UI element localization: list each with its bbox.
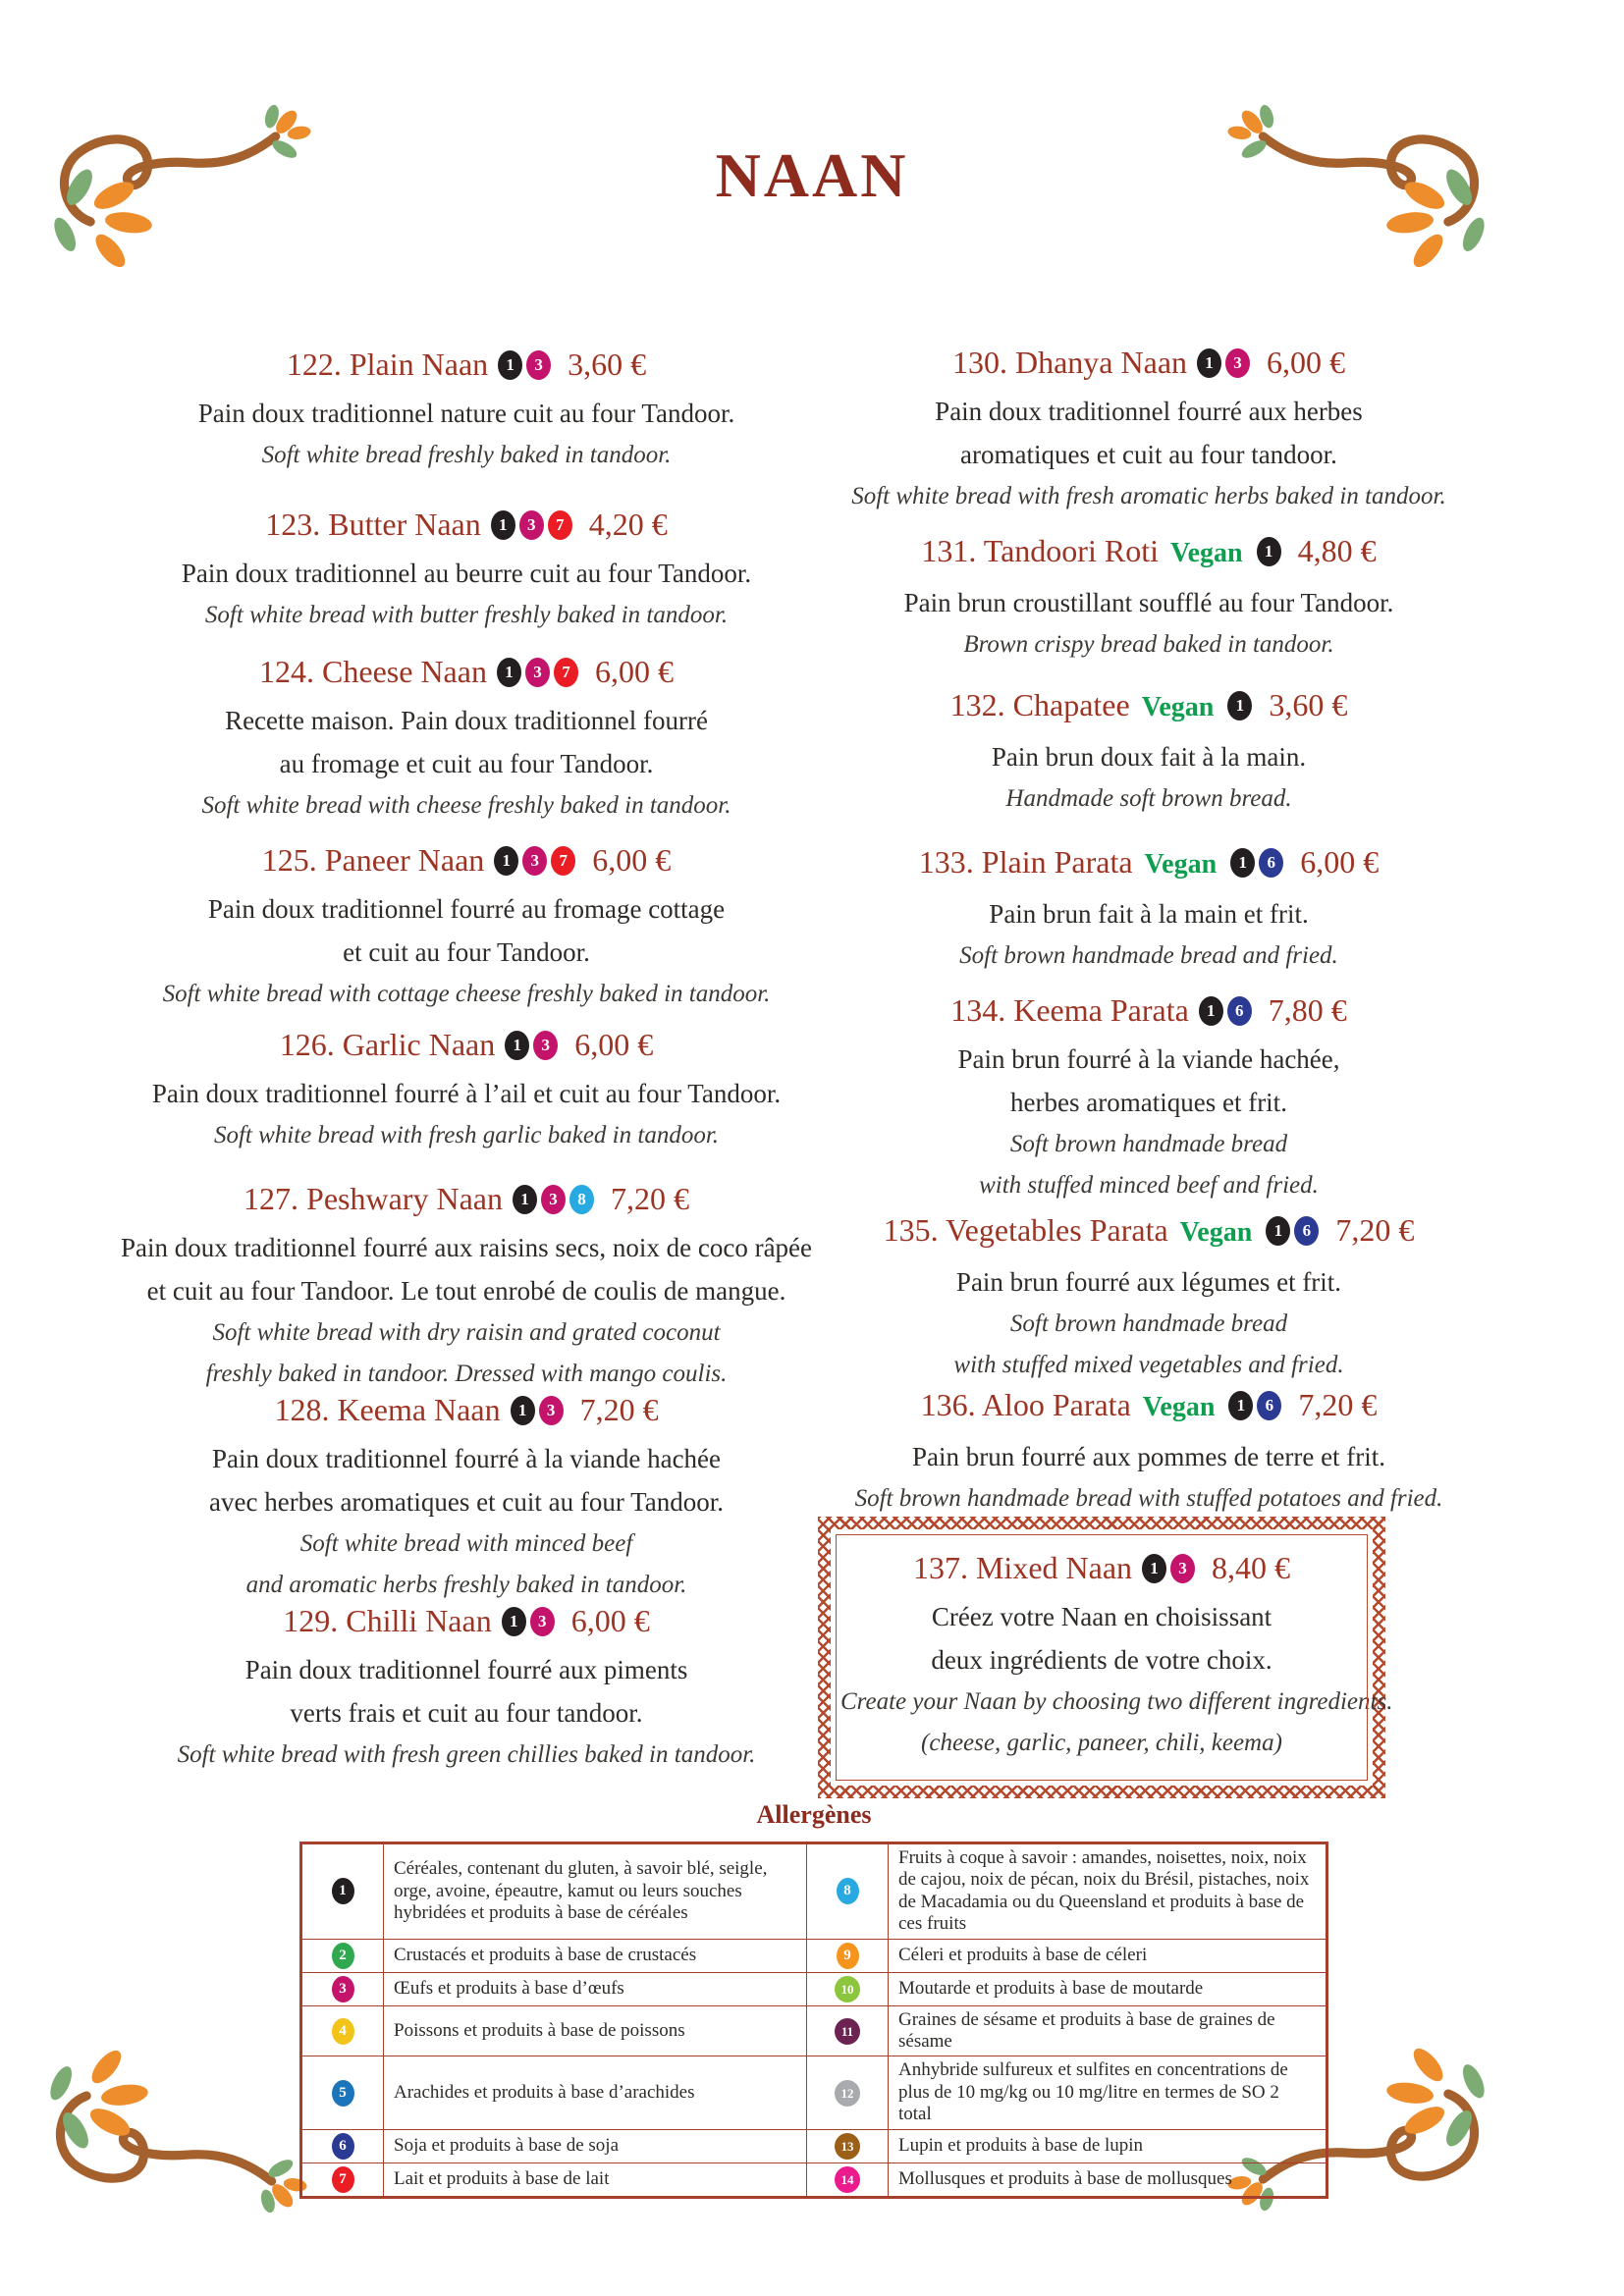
allergen-badge: 1 [1266, 1216, 1290, 1246]
menu-item [835, 1384, 1463, 1520]
item-name: Tandoori Roti [983, 533, 1159, 568]
item-desc-fr: Pain brun fourré à la viande hachée, [957, 1044, 1340, 1074]
item-name: Vegetables Parata [946, 1212, 1168, 1248]
allergen-badge: 7 [332, 2166, 354, 2193]
allergen-badge-cell [807, 1843, 889, 1940]
menu-item-title [835, 684, 1463, 728]
vegan-label: Vegan [1179, 1217, 1253, 1248]
item-name: Keema Parata [1013, 992, 1189, 1028]
item-number: 123. [265, 507, 321, 542]
menu-item-title [69, 344, 864, 385]
item-price: 6,00 € [570, 1603, 650, 1638]
allergen-badge: 3 [522, 846, 547, 876]
item-name: Chapatee [1012, 687, 1130, 722]
allergen-badge-cell [807, 2005, 889, 2056]
item-desc-fr: Pain doux traditionnel fourré aux piments [244, 1655, 688, 1684]
item-name: Garlic Naan [342, 1027, 496, 1062]
allergen-badge: 1 [1197, 348, 1221, 378]
allergen-badge: 1 [494, 846, 518, 876]
item-price: 6,00 € [1267, 345, 1346, 380]
allergen-badge: 1 [498, 350, 522, 380]
allergen-badge: 8 [837, 1878, 859, 1904]
item-desc-fr: Pain doux traditionnel fourré au fromage cottage [207, 894, 726, 924]
item-name: Plain Naan [349, 347, 489, 382]
item-desc-fr: Pain doux traditionnel au beurre cuit au four Tandoor. [181, 559, 752, 588]
allergen-text-cell: Fruits à coque à savoir : amandes, noisettes, noix, noix de cajou, noix de pécan, noix du Brésil, pistaches, noix de Macadamia ou du Queensland et produits à base de ces fruits [889, 1843, 1327, 1940]
allergen-badge: 1 [332, 1878, 354, 1904]
allergen-row [301, 2005, 1327, 2056]
item-price: 6,00 € [592, 842, 672, 878]
item-desc-en: Soft white bread with butter freshly baked in tandoor. [204, 602, 729, 628]
allergen-badge: 6 [1259, 848, 1283, 878]
item-desc-en: Soft brown handmade bread with stuffed potatoes and fried. [854, 1485, 1443, 1512]
item-desc-fr: Créez votre Naan en choisissant [931, 1602, 1272, 1631]
menu-item-title [69, 504, 864, 545]
corner-flourish-bottom-left [39, 2048, 339, 2243]
allergen-badge-cell [807, 2129, 889, 2163]
item-desc-en: with stuffed minced beef and fried. [979, 1172, 1319, 1199]
item-desc-en: Soft white bread with fresh green chillies baked in tandoor. [177, 1741, 756, 1768]
item-desc-en: Soft brown handmade bread [1009, 1310, 1288, 1337]
allergen-text-cell: Moutarde et produits à base de moutarde [889, 1972, 1327, 2005]
item-price: 4,20 € [588, 507, 668, 542]
menu-item [835, 989, 1463, 1206]
menu-item-title [835, 342, 1463, 383]
item-desc-en: (cheese, garlic, paneer, chili, keema) [921, 1730, 1282, 1756]
allergen-text-cell: Œufs et produits à base d’œufs [384, 1972, 807, 2005]
vegan-label: Vegan [1142, 1392, 1216, 1422]
allergen-badge-cell [807, 1939, 889, 1972]
menu-item-title [835, 530, 1463, 574]
item-desc-fr: avec herbes aromatiques et cuit au four Tandoor. [209, 1487, 724, 1517]
allergen-badge: 3 [332, 1976, 354, 2002]
menu-item-title [835, 1384, 1463, 1428]
menu-item [69, 504, 864, 636]
menu-item-title [835, 989, 1463, 1031]
menu-item [69, 1024, 864, 1156]
item-desc-fr: et cuit au four Tandoor. Le tout enrobé de coulis de mangue. [146, 1276, 786, 1306]
allergen-badge-cell [807, 2056, 889, 2129]
mixed-naan-box [818, 1517, 1393, 1798]
menu-item-title [840, 1547, 1363, 1588]
allergen-badge-cell [301, 2163, 384, 2197]
item-number: 124. [259, 654, 315, 689]
menu-item [835, 1209, 1463, 1386]
item-name: Mixed Naan [975, 1550, 1133, 1585]
allergen-badge: 1 [511, 1396, 535, 1425]
allergen-badge-cell [301, 1843, 384, 1940]
item-desc-en: Soft white bread freshly baked in tandoor. [261, 442, 672, 468]
item-desc-en: Brown crispy bread baked in tandoor. [963, 631, 1334, 658]
allergen-badge: 8 [569, 1185, 594, 1214]
item-price: 7,20 € [1335, 1212, 1415, 1248]
allergen-text-cell: Graines de sésame et produits à base de graines de sésame [889, 2005, 1327, 2056]
allergen-text-cell: Crustacés et produits à base de crustacés [384, 1939, 807, 1972]
allergen-badge: 1 [1228, 1391, 1253, 1420]
menu-item [835, 342, 1463, 517]
allergen-row [301, 1939, 1327, 1972]
allergen-badge-cell [301, 2005, 384, 2056]
item-desc-en: Create your Naan by choosing two different ingredients. [840, 1688, 1393, 1715]
item-price: 4,80 € [1297, 533, 1377, 568]
allergen-text-cell: Céleri et produits à base de céleri [889, 1939, 1327, 1972]
item-name: Butter Naan [328, 507, 481, 542]
allergen-badge: 3 [526, 350, 551, 380]
item-number: 137. [912, 1550, 968, 1585]
allergen-row [301, 2129, 1327, 2163]
allergen-badge: 14 [835, 2166, 860, 2193]
item-price: 8,40 € [1212, 1550, 1291, 1585]
allergen-text-cell: Céréales, contenant du gluten, à savoir blé, seigle, orge, avoine, épeautre, kamut ou leurs souches hybridées et produits à base de céréales [384, 1843, 807, 1940]
allergen-badge-cell [301, 2129, 384, 2163]
allergens-title: Allergènes [756, 1800, 872, 1829]
menu-item [69, 651, 864, 827]
allergen-text-cell: Anhybride sulfureux et sulfites en concentrations de plus de 10 mg/kg ou 10 mg/litre en termes de SO 2 total [889, 2056, 1327, 2129]
item-desc-fr: Pain brun fait à la main et frit. [989, 899, 1309, 929]
page-title: NAAN [715, 140, 909, 210]
allergen-badge: 6 [1294, 1216, 1319, 1246]
allergen-badge: 7 [551, 846, 575, 876]
item-name: Keema Naan [337, 1392, 501, 1427]
allergen-text-cell: Lait et produits à base de lait [384, 2163, 807, 2197]
allergen-badge: 1 [513, 1185, 537, 1214]
item-desc-en: Soft brown handmade bread and fried. [959, 942, 1338, 969]
allergen-badge: 1 [505, 1031, 529, 1060]
item-desc-fr: deux ingrédients de votre choix. [931, 1645, 1272, 1675]
item-number: 130. [951, 345, 1007, 380]
item-desc-fr: Pain brun doux fait à la main. [991, 742, 1307, 772]
allergen-badge: 7 [554, 658, 578, 687]
item-desc-fr: au fromage et cuit au four Tandoor. [279, 749, 654, 778]
allergen-row [301, 2163, 1327, 2197]
item-desc-fr: verts frais et cuit au four tandoor. [290, 1698, 643, 1728]
allergen-text-cell: Mollusques et produits à base de mollusques [889, 2163, 1327, 2197]
menu-item-title [69, 1178, 864, 1219]
vegan-label: Vegan [1144, 849, 1218, 880]
allergen-badge: 6 [332, 2133, 354, 2160]
item-desc-en: Soft white bread with fresh garlic baked in tandoor. [213, 1122, 720, 1148]
item-name: Aloo Parata [981, 1387, 1131, 1422]
allergen-badge: 1 [1227, 691, 1252, 721]
item-desc-fr: Pain doux traditionnel fourré à la viande hachée [211, 1444, 722, 1473]
allergen-badge: 3 [533, 1031, 558, 1060]
allergen-badge: 3 [1225, 348, 1250, 378]
allergen-badge: 3 [525, 658, 550, 687]
item-name: Plain Parata [981, 844, 1133, 880]
item-number: 126. [279, 1027, 335, 1062]
item-number: 136. [920, 1387, 976, 1422]
allergen-badge: 1 [491, 510, 515, 540]
item-price: 6,00 € [1300, 844, 1380, 880]
allergen-badge: 10 [835, 1976, 860, 2002]
item-name: Chilli Naan [346, 1603, 492, 1638]
item-price: 7,20 € [579, 1392, 659, 1427]
allergen-badge-cell [301, 1939, 384, 1972]
item-desc-en: Handmade soft brown bread. [1005, 785, 1292, 812]
item-desc-fr: Pain doux traditionnel fourré aux raisins secs, noix de coco râpée [120, 1233, 813, 1262]
allergen-badge: 4 [332, 2018, 354, 2045]
item-number: 134. [950, 992, 1006, 1028]
menu-item [835, 530, 1463, 666]
allergen-badge: 3 [541, 1185, 566, 1214]
menu-item-title [69, 1389, 864, 1430]
allergen-badge: 9 [837, 1943, 859, 1969]
item-desc-en: freshly baked in tandoor. Dressed with mango coulis. [205, 1361, 728, 1387]
allergen-badge-cell [807, 2163, 889, 2197]
allergen-badge: 11 [835, 2018, 860, 2045]
allergen-badge: 6 [1227, 996, 1252, 1026]
menu-item [835, 684, 1463, 820]
item-desc-en: and aromatic herbs freshly baked in tandoor. [245, 1572, 687, 1598]
allergen-badge: 3 [530, 1607, 555, 1636]
allergen-badge-cell [807, 1972, 889, 2005]
item-name: Paneer Naan [324, 842, 485, 878]
allergen-text-cell: Arachides et produits à base d’arachides [384, 2056, 807, 2129]
item-desc-fr: Pain brun fourré aux pommes de terre et frit. [911, 1442, 1386, 1471]
menu-item [69, 1389, 864, 1606]
item-desc-fr: herbes aromatiques et frit. [1010, 1088, 1287, 1117]
menu-item-title [835, 1209, 1463, 1254]
item-desc-fr: Pain brun fourré aux légumes et frit. [955, 1267, 1342, 1297]
item-desc-en: Soft white bread with cottage cheese freshly baked in tandoor. [162, 981, 771, 1007]
allergen-badge-cell [301, 2056, 384, 2129]
allergen-text-cell: Poissons et produits à base de poissons [384, 2005, 807, 2056]
item-price: 6,00 € [594, 654, 674, 689]
item-desc-fr: aromatiques et cuit au four tandoor. [960, 440, 1337, 469]
item-desc-en: Soft white bread with minced beef [299, 1530, 633, 1557]
item-desc-fr: Pain doux traditionnel fourré aux herbes [935, 397, 1363, 426]
allergen-badge: 1 [1257, 537, 1281, 566]
allergen-row [301, 2056, 1327, 2129]
allergen-badge: 1 [1230, 848, 1255, 878]
menu-item [69, 839, 864, 1015]
item-number: 128. [274, 1392, 330, 1427]
allergen-badge: 5 [332, 2080, 354, 2107]
item-price: 7,20 € [610, 1181, 689, 1216]
item-desc-fr: et cuit au four Tandoor. [343, 937, 590, 967]
item-desc-en: Soft white bread with dry raisin and grated coconut [212, 1319, 721, 1346]
item-desc-en: Soft brown handmade bread [1009, 1131, 1288, 1157]
item-number: 127. [244, 1181, 299, 1216]
menu-item-title [69, 839, 864, 881]
menu-item-title [835, 841, 1463, 885]
item-desc-en: Soft white bread with fresh aromatic herbs baked in tandoor. [851, 483, 1446, 509]
allergen-badge: 3 [1170, 1554, 1195, 1583]
allergen-badge: 1 [497, 658, 521, 687]
allergen-badge: 1 [1142, 1554, 1166, 1583]
allergen-text-cell: Lupin et produits à base de lupin [889, 2129, 1327, 2163]
item-number: 135. [883, 1212, 939, 1248]
allergen-badge: 3 [539, 1396, 564, 1425]
item-desc-en: Soft white bread with cheese freshly baked in tandoor. [201, 792, 731, 819]
allergen-badge: 7 [548, 510, 572, 540]
menu-item [69, 344, 864, 476]
item-name: Cheese Naan [322, 654, 487, 689]
allergen-badge-cell [301, 1972, 384, 2005]
allergen-badge: 1 [502, 1607, 526, 1636]
item-price: 3,60 € [568, 347, 647, 382]
allergen-badge: 6 [1257, 1391, 1281, 1420]
item-price: 3,60 € [1269, 687, 1348, 722]
item-number: 133. [918, 844, 974, 880]
allergen-row [301, 1972, 1327, 2005]
allergens-table [299, 1842, 1328, 2199]
item-price: 7,20 € [1298, 1387, 1378, 1422]
item-desc-fr: Pain brun croustillant soufflé au four Tandoor. [903, 588, 1394, 617]
allergen-badge: 12 [835, 2080, 860, 2107]
allergen-text-cell: Soja et produits à base de soja [384, 2129, 807, 2163]
vegan-label: Vegan [1141, 692, 1215, 722]
allergen-row [301, 1843, 1327, 1940]
item-number: 129. [283, 1603, 339, 1638]
menu-item-title [69, 1600, 864, 1641]
menu-item [69, 1178, 864, 1395]
allergen-badge: 1 [1199, 996, 1223, 1026]
allergen-badge: 3 [519, 510, 544, 540]
menu-item-title [69, 651, 864, 692]
item-desc-fr: Recette maison. Pain doux traditionnel fourré [225, 706, 708, 735]
item-price: 7,80 € [1268, 992, 1347, 1028]
item-desc-fr: Pain doux traditionnel fourré à l’ail et cuit au four Tandoor. [151, 1079, 782, 1108]
item-number: 132. [949, 687, 1005, 722]
allergen-badge: 13 [835, 2133, 860, 2160]
allergen-badge: 2 [332, 1943, 354, 1969]
menu-item [835, 841, 1463, 977]
item-price: 6,00 € [574, 1027, 654, 1062]
item-name: Peshwary Naan [306, 1181, 503, 1216]
menu-item-title [69, 1024, 864, 1065]
item-number: 122. [286, 347, 342, 382]
item-number: 131. [921, 533, 977, 568]
item-number: 125. [261, 842, 317, 878]
vegan-label: Vegan [1169, 538, 1243, 568]
item-desc-fr: Pain doux traditionnel nature cuit au four Tandoor. [197, 399, 735, 428]
item-name: Dhanya Naan [1014, 345, 1188, 380]
menu-item [840, 1547, 1393, 1764]
mixed-naan-box-inner [831, 1529, 1393, 1786]
menu-item [69, 1600, 864, 1776]
item-desc-en: with stuffed mixed vegetables and fried. [953, 1352, 1344, 1378]
